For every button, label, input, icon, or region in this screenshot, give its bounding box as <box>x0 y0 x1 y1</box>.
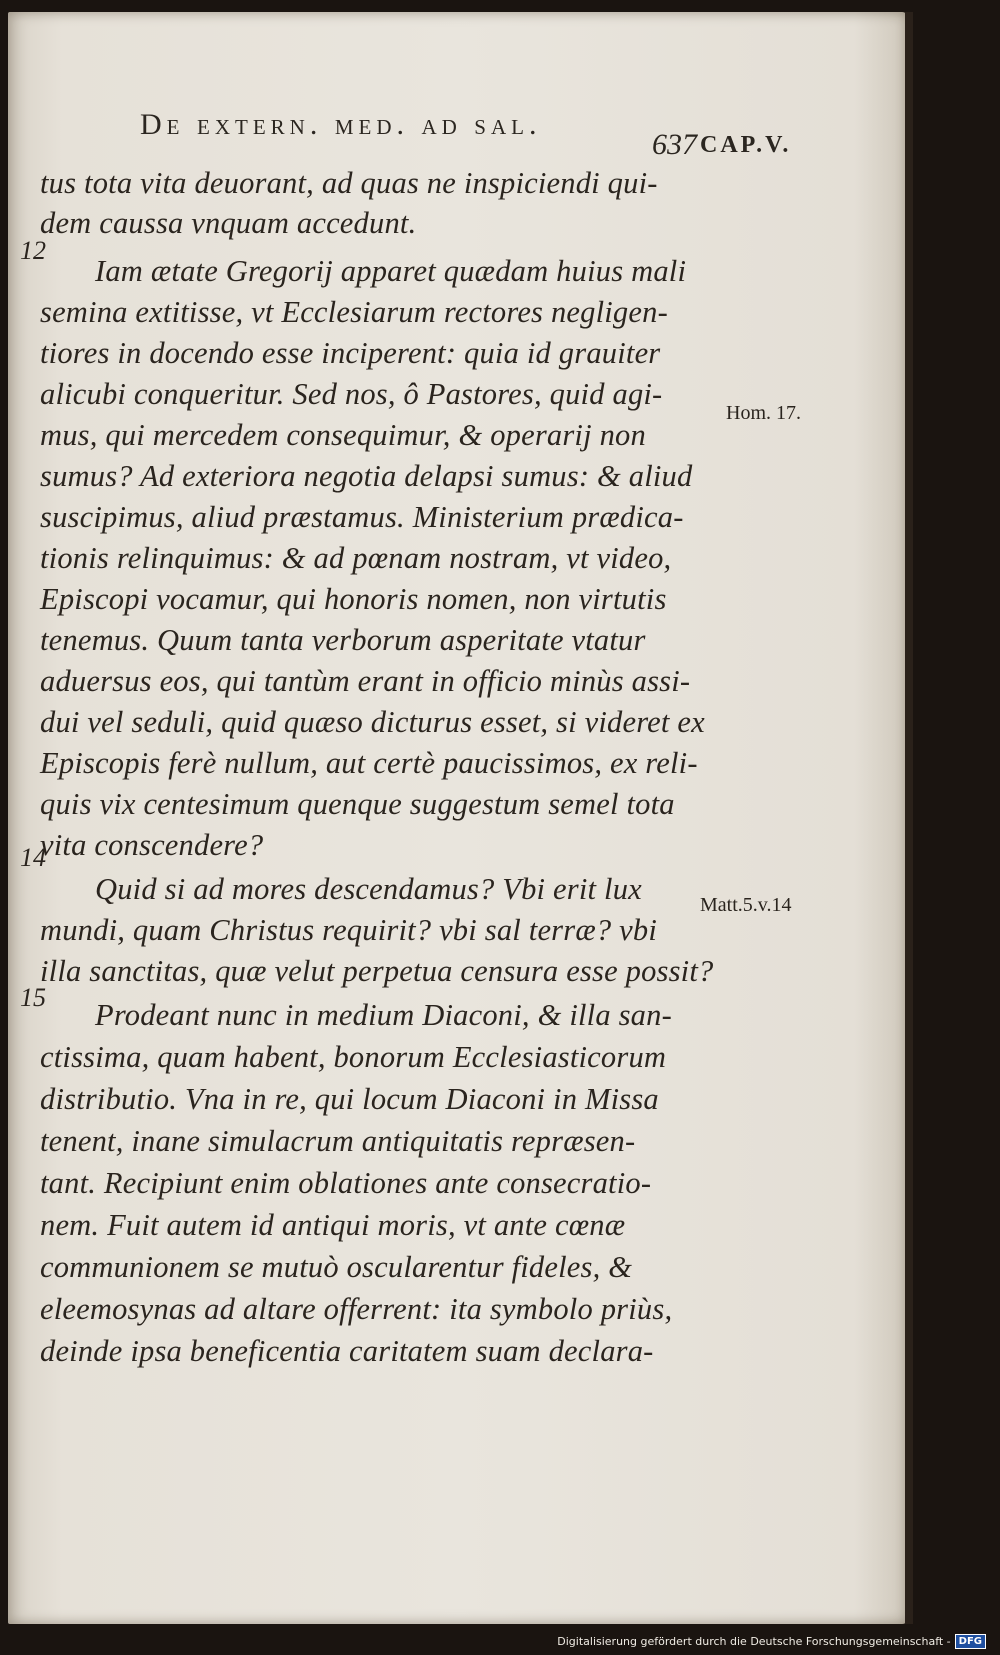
digitization-credit <box>557 1634 986 1649</box>
page-number: 637 <box>652 128 697 161</box>
text-line: deinde ipsa beneficentia caritatem suam declara- <box>40 1334 654 1368</box>
text-line: dui vel seduli, quid quæso dicturus esset, si videret ex <box>40 705 705 739</box>
marginal-note-matt: Matt.5.v.14 <box>700 894 792 916</box>
text-line: Episcopi vocamur, qui honoris nomen, non virtutis <box>40 582 667 616</box>
paragraph-number-12: 12 <box>20 236 46 265</box>
text-line: vita conscendere? <box>40 828 264 862</box>
text-line: communionem se mutuò oscularentur fideles, & <box>40 1250 633 1284</box>
text-line: nem. Fuit autem id antiqui moris, vt ante cœnæ <box>40 1208 626 1242</box>
paragraph-number-14: 14 <box>20 843 46 872</box>
text-line: tus tota vita deuorant, ad quas ne inspiciendi qui- <box>40 166 658 200</box>
text-line: aduersus eos, qui tantùm erant in officio minùs assi- <box>40 664 691 698</box>
text-line: illa sanctitas, quæ velut perpetua censura esse possit? <box>40 954 714 988</box>
credit-text: Digitalisierung gefördert durch die Deutsche Forschungsgemeinschaft - <box>557 1635 951 1648</box>
text-line: alicubi conqueritur. Sed nos, ô Pastores, quid agi- <box>40 377 663 411</box>
text-line: mus, qui mercedem consequimur, & operarij non <box>40 418 646 452</box>
paragraph-number-15: 15 <box>20 983 46 1012</box>
text-line: tenent, inane simulacrum antiquitatis repræsen- <box>40 1124 636 1158</box>
marginal-note-hom: Hom. 17. <box>726 402 801 424</box>
text-line: Prodeant nunc in medium Diaconi, & illa san- <box>95 998 672 1032</box>
text-line: tionis relinquimus: & ad pœnam nostram, vt video, <box>40 541 672 575</box>
page-edge <box>905 12 913 1624</box>
text-line: eleemosynas ad altare offerrent: ita symbolo priùs, <box>40 1292 673 1326</box>
text-line: ctissima, quam habent, bonorum Ecclesiasticorum <box>40 1040 667 1074</box>
dfg-logo: DFG <box>955 1634 986 1649</box>
chapter-label: CAP.V. <box>700 132 792 158</box>
text-line: sumus? Ad exteriora negotia delapsi sumus: & aliud <box>40 459 693 493</box>
text-line: tiores in docendo esse inciperent: quia id grauiter <box>40 336 661 370</box>
text-line: mundi, quam Christus requirit? vbi sal terræ? vbi <box>40 913 658 947</box>
text-line: dem caussa vnquam accedunt. <box>40 206 417 240</box>
text-line: distributio. Vna in re, qui locum Diaconi in Missa <box>40 1082 659 1116</box>
text-line: suscipimus, aliud præstamus. Ministerium prædica- <box>40 500 684 534</box>
text-line: semina extitisse, vt Ecclesiarum rectores negligen- <box>40 295 668 329</box>
text-line: Iam ætate Gregorij apparet quædam huius mali <box>95 254 687 288</box>
text-line: quis vix centesimum quenque suggestum semel tota <box>40 787 675 821</box>
text-line: Episcopis ferè nullum, aut certè paucissimos, ex reli- <box>40 746 698 780</box>
text-line: tenemus. Quum tanta verborum asperitate vtatur <box>40 623 646 657</box>
text-line: tant. Recipiunt enim oblationes ante consecratio- <box>40 1166 652 1200</box>
text-line: Quid si ad mores descendamus? Vbi erit lux <box>95 872 642 906</box>
running-title: De extern. med. ad sal. <box>140 108 542 141</box>
